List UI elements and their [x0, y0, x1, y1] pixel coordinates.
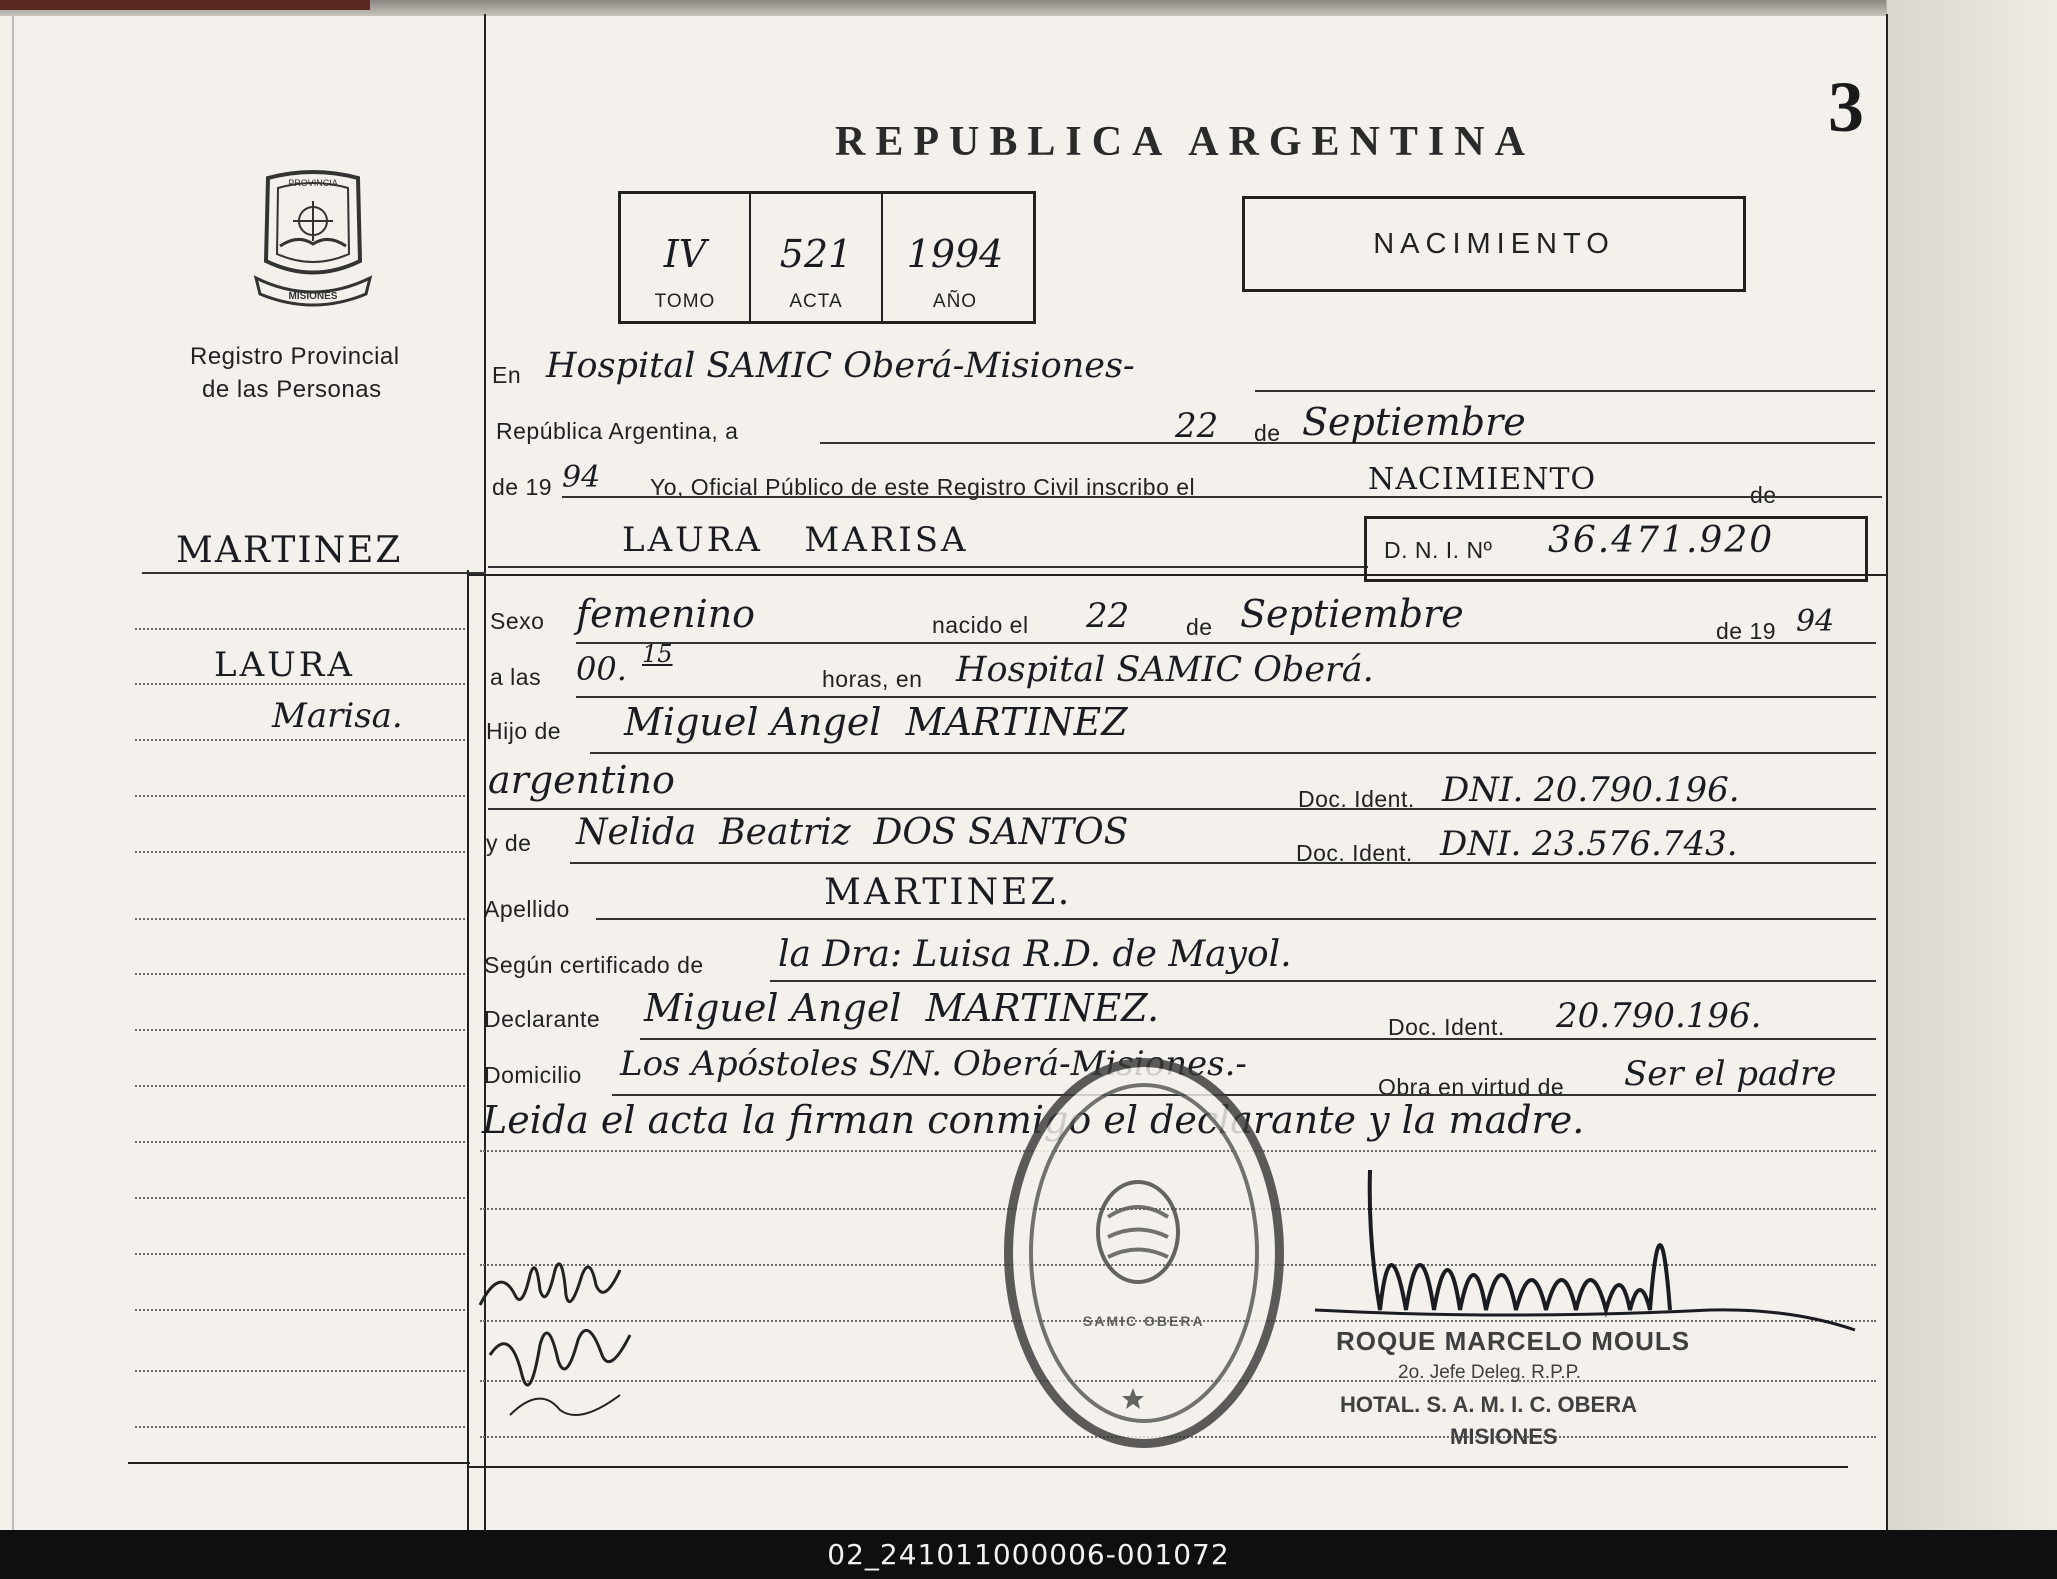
- scan-id-bar: [0, 1530, 2057, 1579]
- registration-year-suffix: 94: [562, 460, 601, 495]
- index-dotted-line: [135, 1370, 465, 1372]
- birth-month: Septiembre: [1240, 592, 1464, 636]
- obra-value: Ser el padre: [1624, 1054, 1837, 1094]
- place-value: Hospital SAMIC Oberá-Misiones-: [546, 346, 1135, 386]
- emblem-top-text: PROVINCIA: [288, 178, 338, 188]
- registration-day: 22: [1175, 406, 1219, 446]
- birth-year-prefix: de 19: [1716, 618, 1777, 644]
- declarante-doc-label: Doc. Ident.: [1388, 1014, 1505, 1040]
- row-line: [576, 642, 1876, 644]
- birth-de-label: de: [1186, 614, 1213, 640]
- mother-doc-label: Doc. Ident.: [1296, 840, 1413, 866]
- emblem-bottom-text: MISIONES: [288, 291, 338, 302]
- domicilio-value: Los Apóstoles S/N. Oberá-Misiones.-: [620, 1044, 1247, 1084]
- section-rule: [468, 574, 1886, 576]
- declarante-label: Declarante: [484, 1006, 601, 1032]
- birth-minute: 15: [642, 640, 673, 668]
- registration-month: Septiembre: [1302, 400, 1526, 444]
- birth-place: Hospital SAMIC Oberá.: [956, 650, 1374, 690]
- book-binding-edge: [0, 0, 370, 10]
- row-line: [596, 918, 1876, 920]
- page-left-edge: [12, 14, 14, 1530]
- seal-emblem-icon: [1093, 1177, 1183, 1287]
- row-line: [562, 496, 1882, 498]
- acta-cell: [751, 194, 883, 321]
- row-line: [612, 1094, 1876, 1096]
- event-value: NACIMIENTO: [1368, 462, 1597, 497]
- index-dotted-line: [135, 628, 465, 630]
- index-dotted-line: [135, 1197, 465, 1199]
- official-stamp-office: HOTAL. S. A. M. I. C. OBERA: [1340, 1392, 1637, 1417]
- page-title: REPUBLICA ARGENTINA: [835, 119, 1535, 165]
- form-bottom-rule: [468, 1466, 1848, 1468]
- certificate-type: NACIMIENTO: [1373, 227, 1615, 260]
- row-line: [488, 566, 1368, 568]
- mother-name: Nelida Beatriz DOS SANTOS: [576, 812, 1129, 853]
- index-given-name2: Marisa.: [272, 696, 403, 736]
- index-dotted-line: [135, 1253, 465, 1255]
- nacido-label: nacido el: [932, 612, 1029, 638]
- declarante-name: Miguel Angel MARTINEZ.: [644, 986, 1160, 1030]
- parent-signatures-icon: [470, 1235, 660, 1435]
- en-label: En: [492, 362, 522, 388]
- inner-column-rule: [467, 570, 469, 1530]
- father-doc-label: Doc. Ident.: [1298, 786, 1415, 812]
- index-dotted-line: [135, 1426, 465, 1428]
- scan-id: 02_241011000006-001072: [827, 1538, 1230, 1571]
- acta-value: 521: [779, 232, 853, 276]
- folio-number: 3: [1828, 67, 1864, 147]
- child-name: LAURA MARISA: [622, 520, 969, 560]
- row-line: [570, 862, 1876, 864]
- row-line: [590, 752, 1876, 754]
- index-bottom-rule: [128, 1462, 470, 1464]
- y-de-label: y de: [486, 830, 532, 856]
- event-de-label: de: [1750, 482, 1777, 508]
- official-stamp-title: 2o. Jefe Deleg. R.P.P.: [1398, 1362, 1582, 1383]
- official-stamp-name: ROQUE MARCELO MOULS: [1336, 1326, 1691, 1356]
- tomo-label: TOMO: [654, 291, 716, 312]
- father-nationality: argentino: [488, 758, 675, 802]
- index-dotted-line: [135, 683, 465, 685]
- acta-label: ACTA: [789, 291, 843, 312]
- index-dotted-line: [135, 973, 465, 975]
- birth-day: 22: [1086, 596, 1130, 636]
- row-line: [576, 696, 1876, 698]
- registration-de-label: de: [1254, 420, 1281, 446]
- anio-cell: [883, 194, 1027, 321]
- registry-office-line1: Registro Provincial: [190, 343, 400, 370]
- birth-hour: 00.: [576, 650, 627, 688]
- tomo-cell: [621, 194, 751, 321]
- closing-text: Leida el acta la firman conmigo el declarante y la madre.: [482, 1098, 1585, 1142]
- horas-label: horas, en: [822, 666, 923, 692]
- hijo-label: Hijo de: [486, 718, 562, 744]
- index-surname: MARTINEZ: [176, 530, 403, 571]
- certificante: la Dra: Luisa R.D. de Mayol.: [778, 934, 1292, 975]
- sexo-value: femenino: [576, 592, 756, 636]
- index-dotted-line: [135, 739, 465, 741]
- dni-label: D. N. I. Nº: [1384, 537, 1493, 563]
- domicilio-label: Domicilio: [484, 1062, 582, 1088]
- official-stamp-province: MISIONES: [1450, 1424, 1558, 1449]
- registry-seal: [1004, 1058, 1284, 1448]
- index-surname-line: [142, 572, 486, 574]
- republica-label: República Argentina, a: [496, 418, 739, 444]
- row-line: [640, 1038, 1876, 1040]
- tomo-value: IV: [663, 232, 707, 276]
- dni-value: 36.471.920: [1548, 520, 1775, 561]
- index-dotted-line: [135, 918, 465, 920]
- father-name: Miguel Angel MARTINEZ: [624, 700, 1128, 744]
- adjacent-page-edge: [1886, 0, 2057, 1530]
- provincial-coat-of-arms-icon: [248, 166, 378, 316]
- registry-office-line2: de las Personas: [202, 376, 382, 403]
- segun-label: Según certificado de: [484, 952, 704, 978]
- row-line: [488, 808, 1876, 810]
- anio-label: AÑO: [932, 291, 978, 312]
- apellido-label: Apellido: [484, 896, 570, 922]
- mother-doc: DNI. 23.576.743.: [1440, 824, 1738, 864]
- father-doc: DNI. 20.790.196.: [1442, 770, 1740, 810]
- index-dotted-line: [135, 1085, 465, 1087]
- index-dotted-line: [135, 1309, 465, 1311]
- seal-star-icon: [1121, 1387, 1145, 1411]
- seal-center-text: SAMIC OBERA: [1083, 1313, 1205, 1329]
- year-prefix-label: de 19: [492, 474, 553, 500]
- index-dotted-line: [135, 1141, 465, 1143]
- obra-label: Obra en virtud de: [1378, 1074, 1565, 1100]
- official-signature-icon: [1310, 1160, 1870, 1340]
- index-given-name1: LAURA: [214, 645, 355, 685]
- record-reference-table: [618, 191, 1036, 324]
- sexo-label: Sexo: [490, 608, 545, 634]
- row-line: [1255, 390, 1875, 392]
- index-dotted-line: [135, 795, 465, 797]
- index-dotted-line: [135, 1029, 465, 1031]
- certificate-type-box: [1242, 196, 1746, 292]
- birth-year-suffix: 94: [1796, 604, 1835, 639]
- right-column-rule: [1886, 14, 1888, 1530]
- anio-value: 1994: [906, 232, 1004, 276]
- apellido-value: MARTINEZ.: [824, 872, 1073, 913]
- row-line: [770, 980, 1876, 982]
- a-las-label: a las: [490, 664, 542, 690]
- oficial-text: Yo, Oficial Público de este Registro Civil inscribo el: [650, 474, 1196, 500]
- index-dotted-line: [135, 851, 465, 853]
- declarante-doc: 20.790.196.: [1556, 996, 1762, 1036]
